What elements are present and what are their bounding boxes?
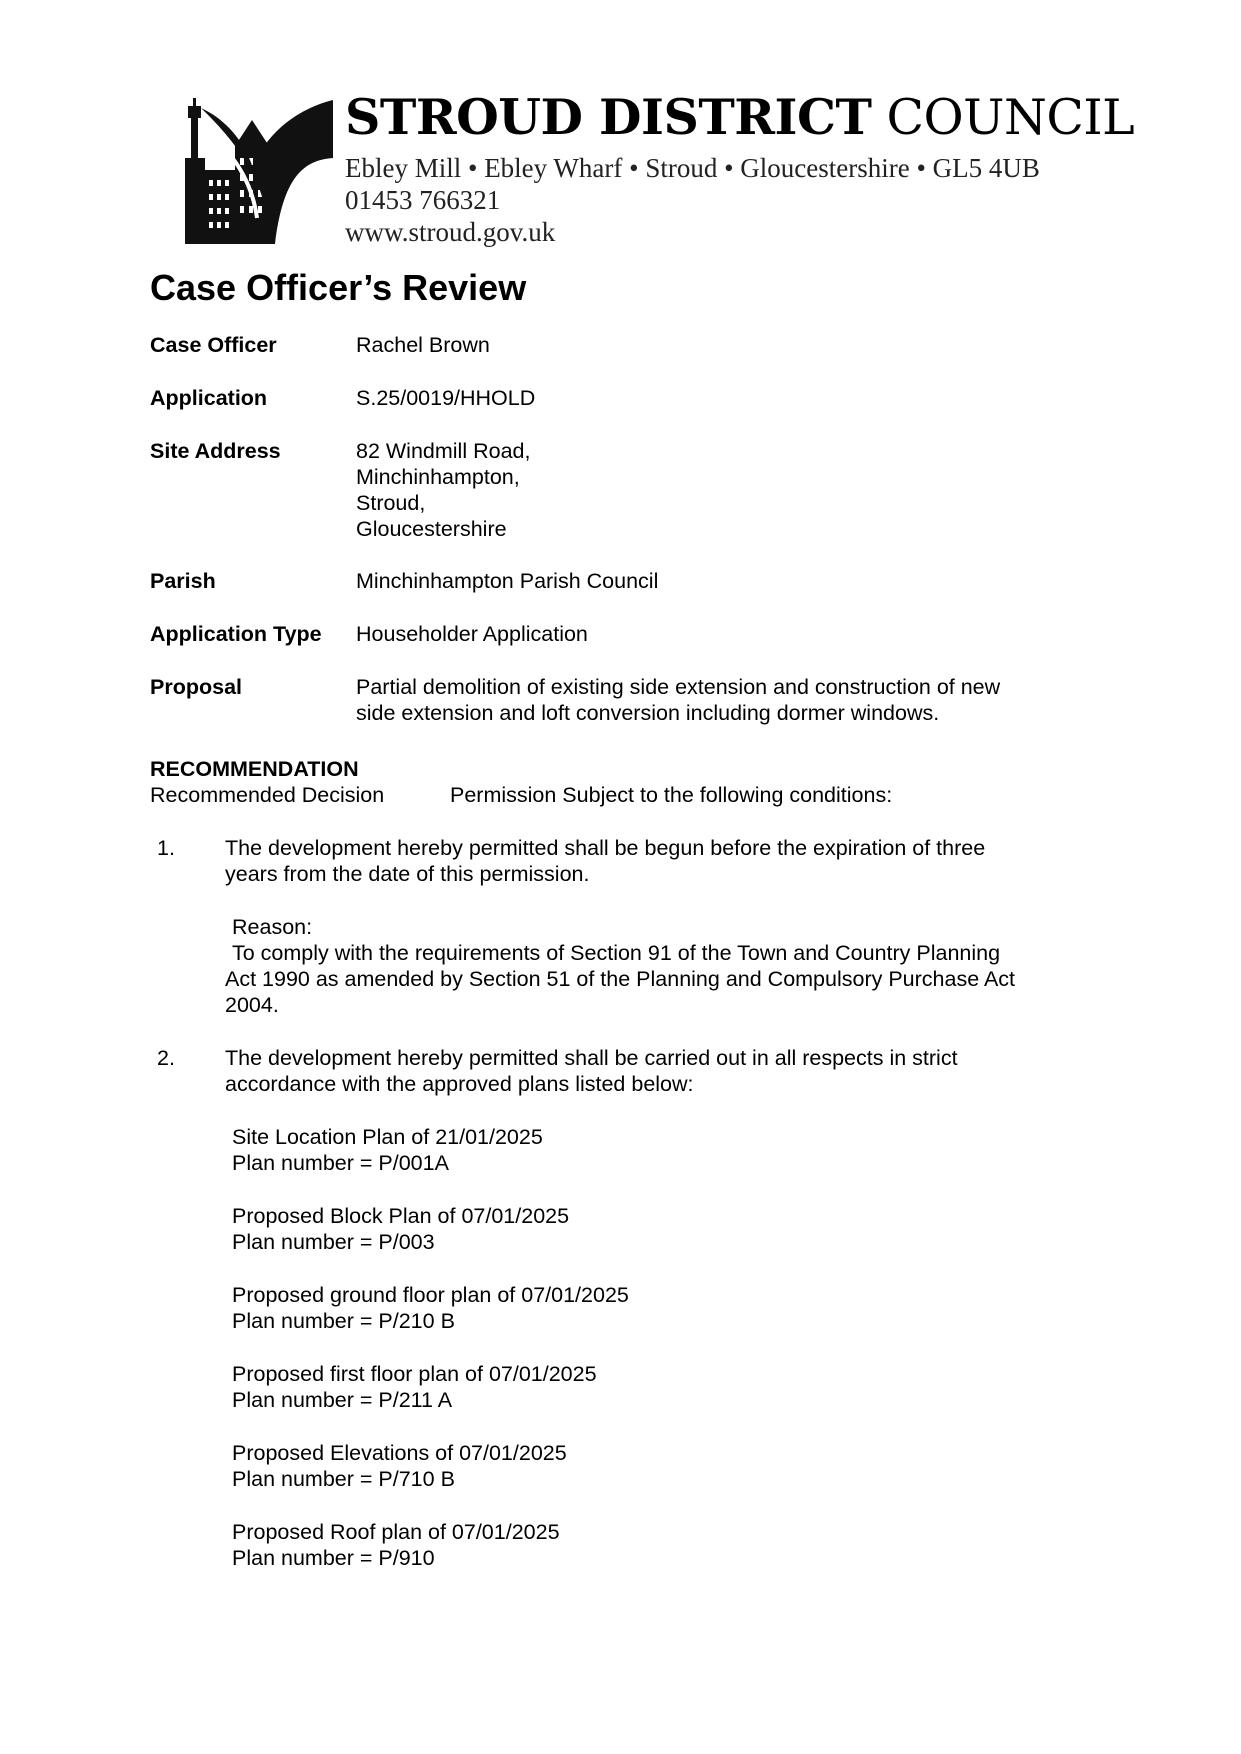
proposal-line: side extension and loft conversion including dormer windows. — [356, 701, 940, 725]
org-name — [345, 88, 1134, 147]
org-address: Ebley Mill • Ebley Wharf • Stroud • Gloucestershire • GL5 4UB — [345, 153, 1040, 183]
plan-number: Plan number = P/001A — [232, 1151, 449, 1175]
recommendation-heading: RECOMMENDATION — [150, 757, 359, 781]
field-label: Case Officer — [150, 333, 277, 357]
condition-number: 2. — [157, 1046, 175, 1070]
plan-title: Proposed Roof plan of 07/01/2025 — [232, 1520, 560, 1544]
recommendation-label: Recommended Decision — [150, 783, 385, 807]
field-value: Rachel Brown — [356, 333, 490, 357]
condition-line: accordance with the approved plans listed below: — [225, 1072, 694, 1096]
address-line: Gloucestershire — [356, 517, 507, 541]
condition-number: 1. — [157, 836, 175, 860]
field-value: Householder Application — [356, 622, 588, 646]
plan-title: Proposed ground floor plan of 07/01/2025 — [232, 1283, 629, 1307]
address-line: Minchinhampton, — [356, 465, 520, 489]
field-value: S.25/0019/HHOLD — [356, 386, 536, 410]
org-website: www.stroud.gov.uk — [345, 217, 556, 247]
org-name-regular: COUNCIL — [886, 89, 1135, 146]
field-label: Site Address — [150, 439, 281, 463]
plan-title: Site Location Plan of 21/01/2025 — [232, 1125, 543, 1149]
plan-number: Plan number = P/210 B — [232, 1309, 455, 1333]
plan-number: Plan number = P/910 — [232, 1546, 435, 1570]
proposal-line: Partial demolition of existing side extension and construction of new — [356, 675, 1001, 699]
reason-line: Act 1990 as amended by Section 51 of the Planning and Compulsory Purchase Act — [225, 967, 1016, 991]
plan-title: Proposed Block Plan of 07/01/2025 — [232, 1204, 570, 1228]
plan-number: Plan number = P/710 B — [232, 1467, 455, 1491]
recommendation-value: Permission Subject to the following conditions: — [450, 783, 893, 807]
org-phone: 01453 766321 — [345, 185, 501, 215]
reason-line: 2004. — [225, 993, 279, 1017]
org-name-bold: STROUD DISTRICT — [345, 88, 872, 146]
plan-number: Plan number = P/211 A — [232, 1388, 453, 1412]
reason-label: Reason: — [232, 915, 313, 939]
stroud-council-logo — [183, 98, 333, 244]
address-line: Stroud, — [356, 491, 426, 515]
page-title: Case Officer’s Review — [150, 267, 527, 308]
plan-number: Plan number = P/003 — [232, 1230, 435, 1254]
reason-line: To comply with the requirements of Section 91 of the Town and Country Planning — [232, 941, 1001, 965]
field-label: Proposal — [150, 675, 242, 699]
plan-title: Proposed first floor plan of 07/01/2025 — [232, 1362, 597, 1386]
condition-line: years from the date of this permission. — [225, 862, 590, 886]
field-label: Application — [150, 386, 268, 410]
address-line: 82 Windmill Road, — [356, 439, 531, 463]
plan-title: Proposed Elevations of 07/01/2025 — [232, 1441, 567, 1465]
field-label: Parish — [150, 569, 216, 593]
field-value: Minchinhampton Parish Council — [356, 569, 659, 593]
field-label: Application Type — [150, 622, 322, 646]
condition-line: The development hereby permitted shall be begun before the expiration of three — [225, 836, 986, 860]
condition-line: The development hereby permitted shall be carried out in all respects in strict — [225, 1046, 958, 1070]
